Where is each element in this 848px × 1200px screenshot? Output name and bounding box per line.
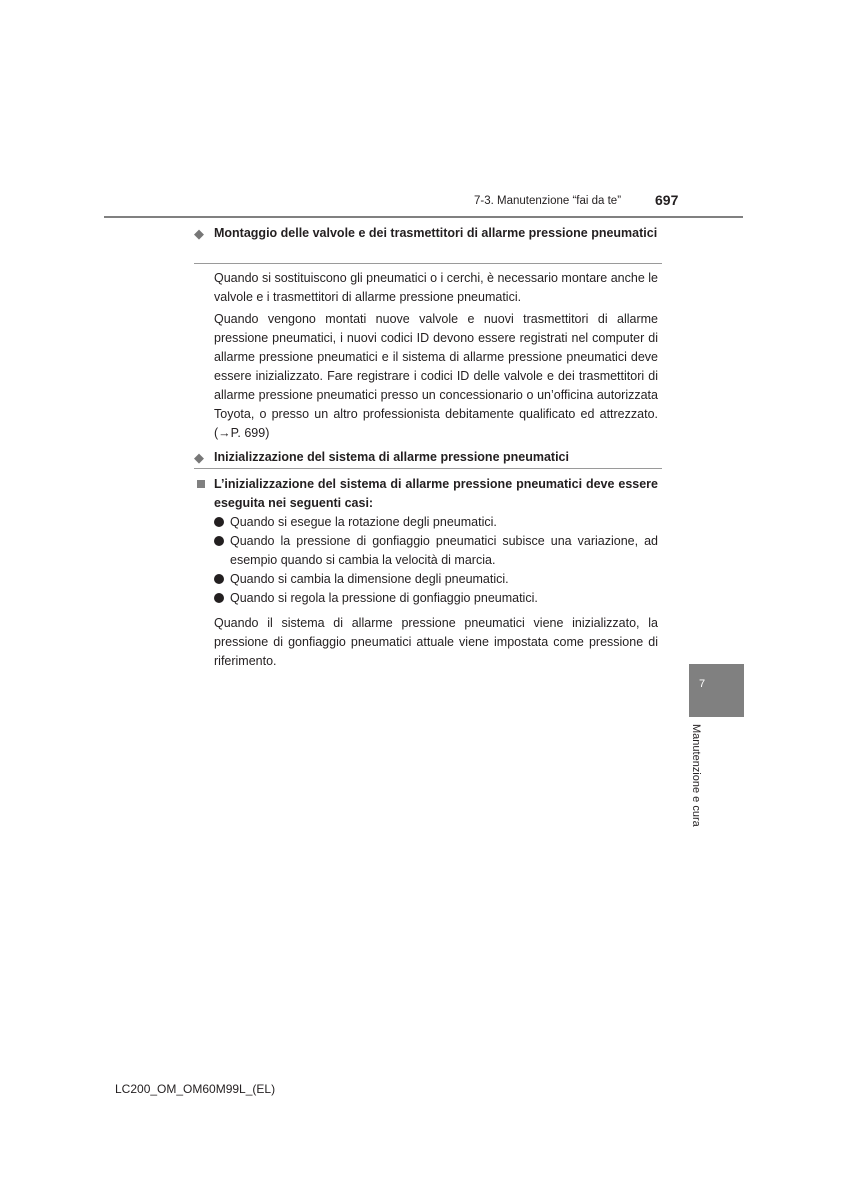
list-item-text: Quando si esegue la rotazione degli pneumatici. <box>230 515 497 529</box>
diamond-icon: ◆ <box>194 450 204 465</box>
chapter-number: 7 <box>699 678 706 690</box>
list-item <box>214 513 658 532</box>
square-icon <box>197 480 205 488</box>
section-heading-initialization <box>194 448 659 467</box>
subheading <box>197 475 658 513</box>
bullet-dot-icon <box>214 536 224 546</box>
bullet-list <box>214 513 658 608</box>
list-item-text: Quando si regola la pressione di gonfiaggio pneumatici. <box>230 591 538 605</box>
paragraph: Quando il sistema di allarme pressione pneumatici viene inizializzato, la pressione di gonfiaggio pneumatici attuale viene impostata come pressione di riferimento. <box>214 616 658 668</box>
section-heading-valves <box>194 224 659 243</box>
list-item <box>214 589 658 608</box>
section-rule <box>194 468 662 469</box>
page-number: 697 <box>655 192 679 208</box>
chapter-label: Manutenzione e cura <box>690 724 702 827</box>
list-item <box>214 532 658 570</box>
footer-code: LC200_OM_OM60M99L_(EL) <box>115 1082 276 1096</box>
chapter-tab <box>689 664 744 717</box>
section-heading-text: Montaggio delle valvole e dei trasmettitori di allarme pressione pneumatici <box>214 226 658 240</box>
list-item-text: Quando si cambia la dimensione degli pneumatici. <box>230 572 509 586</box>
section-title: 7-3. Manutenzione “fai da te” <box>474 195 622 207</box>
header-rule <box>104 216 743 218</box>
section-rule <box>194 263 662 264</box>
diamond-icon: ◆ <box>194 226 204 241</box>
paragraph: Quando vengono montati nuove valvole e nuovi trasmettitori di allarme pressione pneumatici, i nuovi codici ID devono essere registrati nel computer di allarme pressione pneumatici e il sistema di allarme pressione pneumatici deve essere inizializzato. Fare registrare i codici ID delle valvole e dei trasmettitori di allarme pressione pneumatici presso un concessionario o un’officina autorizzata Toyota, o presso un altro professionista debitamente qualificato ed attrezzato. (→P. 699) <box>214 312 658 440</box>
list-item <box>214 570 658 589</box>
bullet-dot-icon <box>214 574 224 584</box>
section-heading-text: Inizializzazione del sistema di allarme pressione pneumatici <box>214 450 569 464</box>
paragraph: Quando si sostituiscono gli pneumatici o i cerchi, è necessario montare anche le valvole e i trasmettitori di allarme pressione pneumatici. <box>214 271 658 304</box>
list-item-text: Quando la pressione di gonfiaggio pneumatici subisce una variazione, ad esempio quando si cambia la velocità di marcia. <box>230 534 658 567</box>
bullet-dot-icon <box>214 593 224 603</box>
subheading-text: L’inizializzazione del sistema di allarme pressione pneumatici deve essere eseguita nei seguenti casi: <box>214 477 658 510</box>
bullet-dot-icon <box>214 517 224 527</box>
